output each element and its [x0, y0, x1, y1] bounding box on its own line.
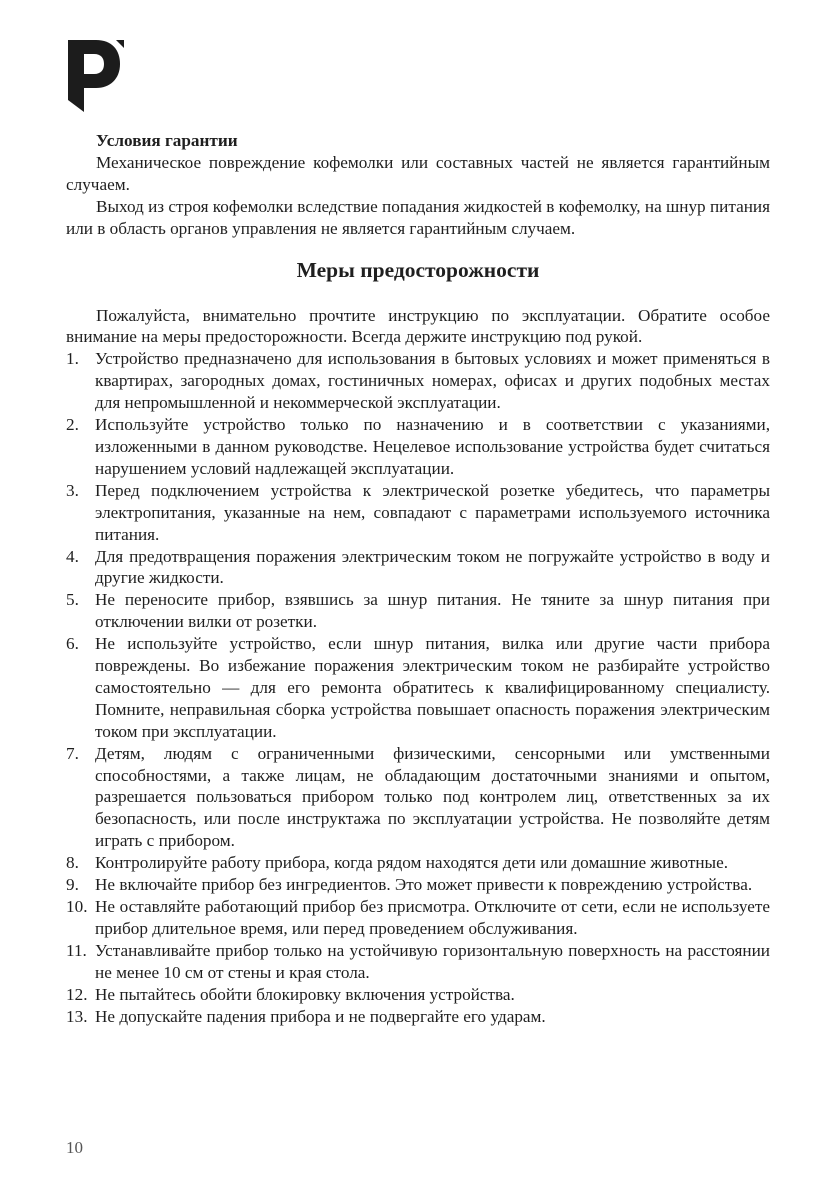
page-number: 10 [66, 1138, 83, 1157]
item-text: Не допускайте падения прибора и не подвергайте его ударам. [95, 1006, 546, 1026]
item-text: Не оставляйте работающий прибор без присмотра. Отключите от сети, если не используете прибор длительное время, или перед проведением обслуживания. [95, 897, 770, 938]
item-text: Перед подключением устройства к электрической розетке убедитесь, что параметры электропитания, указанные на нем, совпадают с параметрами используемого источника питания. [95, 480, 770, 544]
item-text: Используйте устройство только по назначению и в соответствии с указаниями, изложенными в данном руководстве. Нецелевое использование устройства будет считаться нарушением условий надлежащей эксплуатации. [95, 415, 770, 478]
list-item [66, 633, 770, 743]
item-number: 5. [66, 590, 79, 610]
item-text: Контролируйте работу прибора, когда рядом находятся дети или домашние животные. [95, 853, 729, 873]
page-content [66, 130, 770, 1027]
item-text: Устройство предназначено для использования в бытовых условиях и может применяться в квартирах, загородных домах, гостиничных номерах, офисах и других подобных местах для непромышленной и некоммерческой эксплуатации. [95, 349, 770, 413]
list-item [66, 874, 770, 896]
brand-logo-icon [66, 38, 126, 114]
list-item [66, 414, 770, 480]
list-item [66, 546, 770, 590]
list-item [66, 743, 770, 853]
item-number: 11. [66, 940, 87, 960]
item-number: 2. [66, 415, 79, 435]
warranty-heading: Условия гарантии [96, 131, 238, 150]
list-item [66, 348, 770, 414]
safety-list [66, 348, 770, 1027]
item-number: 1. [66, 349, 79, 369]
item-number: 10. [66, 897, 88, 916]
item-text: Устанавливайте прибор только на устойчивую горизонтальную поверхность на расстоянии не менее 10 см от стены и края стола. [95, 940, 770, 982]
warranty-paragraph: Механическое повреждение кофемолки или составных частей не является гарантийным случаем. [66, 152, 770, 194]
warranty-paragraph: Выход из строя кофемолки вследствие попадания жидкостей в кофемолку, на шнур питания или в область органов управления не является гарантийным случаем. [66, 196, 770, 238]
item-number: 4. [66, 546, 79, 566]
list-item [66, 480, 770, 546]
item-number: 6. [66, 634, 79, 654]
item-text: Детям, людям с ограниченными физическими, сенсорными или умственными способностями, а также лицам, не обладающим достаточными знаниями и опытом, разрешается пользоваться прибором только под контролем лиц, ответственных за их безопасность, или после инструктажа по эксплуатации устройства. Не позволяйте детям играть с прибором. [95, 743, 770, 851]
safety-intro: Пожалуйста, внимательно прочтите инструкцию по эксплуатации. Обратите особое внимание на меры предосторожности. Всегда держите инструкцию под рукой. [66, 305, 770, 347]
list-item [66, 1006, 770, 1028]
item-number: 9. [66, 875, 79, 895]
item-number: 13. [66, 1006, 88, 1026]
list-item [66, 852, 770, 874]
item-number: 7. [66, 743, 79, 763]
item-text: Не пытайтесь обойти блокировку включения устройства. [95, 984, 515, 1004]
item-text: Не включайте прибор без ингредиентов. Это может привести к повреждению устройства. [95, 875, 753, 895]
item-number: 3. [66, 480, 79, 500]
list-item [66, 589, 770, 633]
item-text: Не переносите прибор, взявшись за шнур питания. Не тяните за шнур питания при отключении вилки от розетки. [95, 590, 770, 632]
list-item [66, 896, 770, 940]
item-number: 8. [66, 853, 79, 873]
list-item [66, 984, 770, 1006]
list-item [66, 940, 770, 984]
safety-title: Меры предосторожности [296, 257, 540, 282]
item-text: Для предотвращения поражения электрическим током не погружайте устройство в воду и другие жидкости. [95, 546, 770, 588]
item-text: Не используйте устройство, если шнур питания, вилка или другие части прибора повреждены. Во избежание поражения электрическим током не разбирайте устройство самостоятельно — для его ремонта обратитесь к квалифицированному специалисту. Помните, неправильная сборка устройства повышает опасность поражения электрическим током при эксплуатации. [95, 634, 770, 741]
item-number: 12. [66, 984, 88, 1004]
